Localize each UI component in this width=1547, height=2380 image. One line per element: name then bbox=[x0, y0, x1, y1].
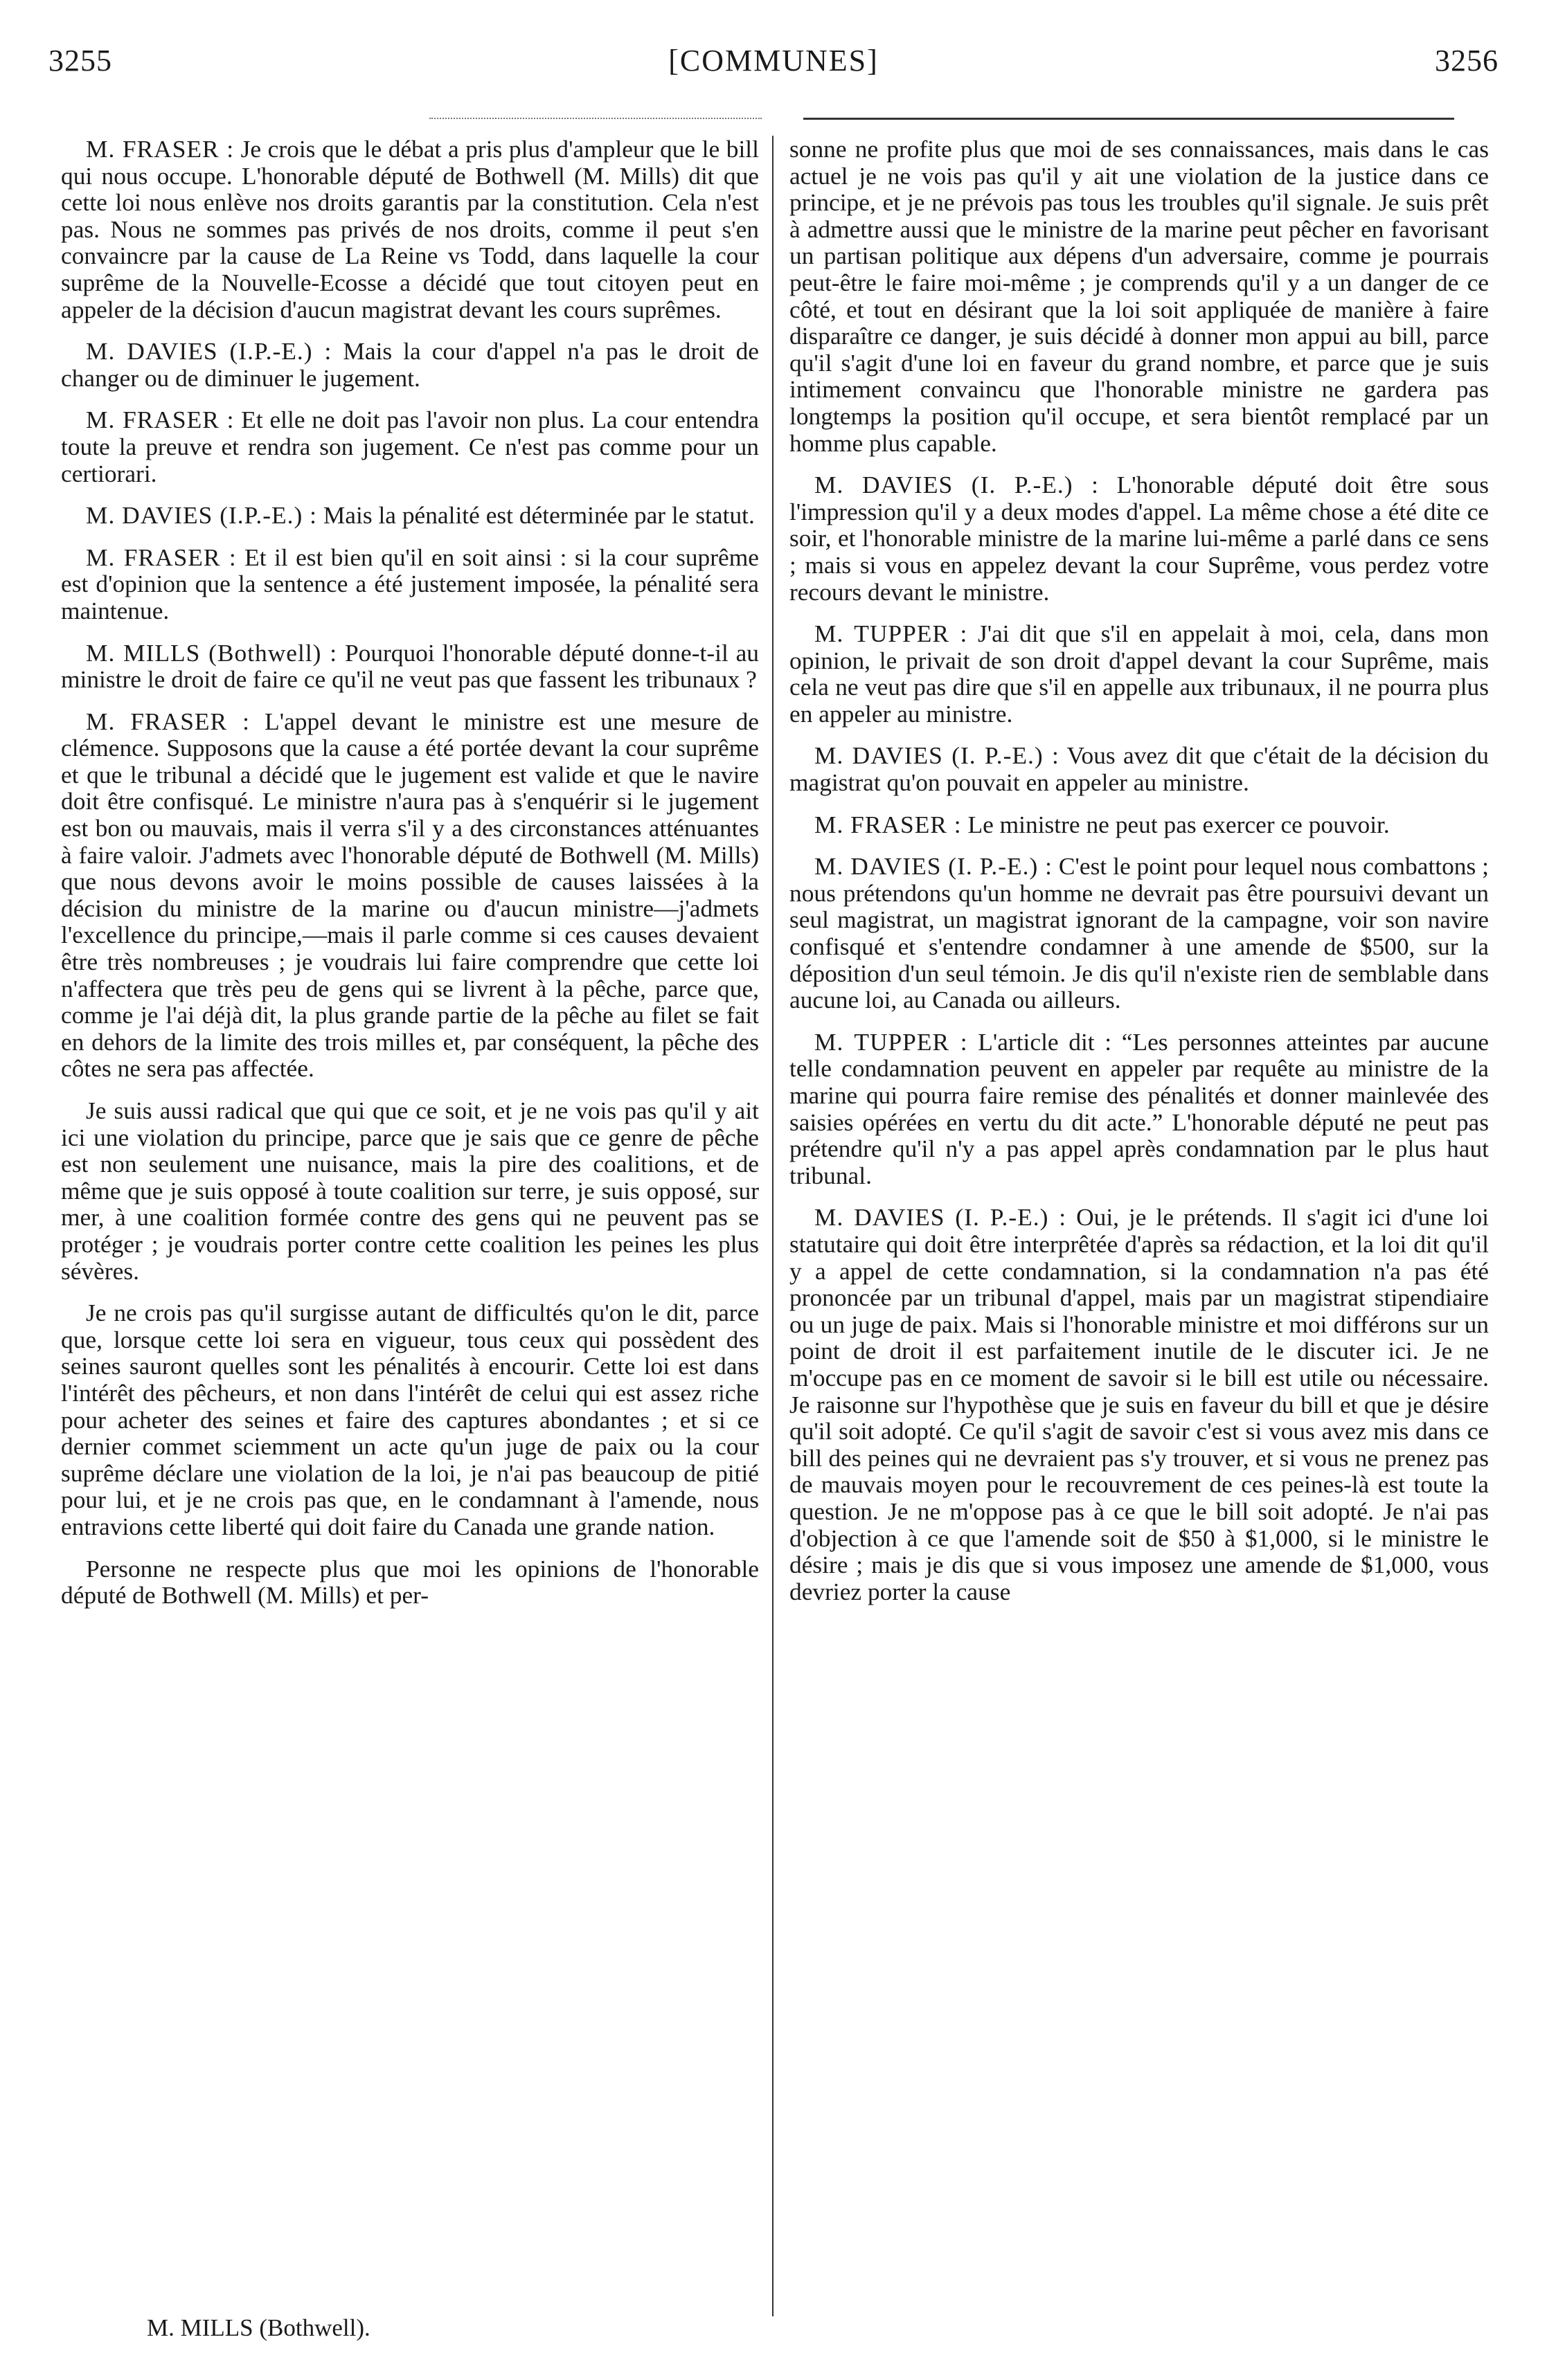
paragraph-text: Vous avez dit que c'était de la décision du magistrat qu'on pouvait en appeler au ministre. bbox=[789, 741, 1489, 797]
paragraph bbox=[61, 338, 759, 391]
paragraph bbox=[789, 811, 1489, 838]
speaker-name: M. DAVIES (I. P.-E.) : bbox=[814, 852, 1053, 881]
speaker-name: M. DAVIES (I.P.-E.) : bbox=[86, 501, 317, 530]
paragraph bbox=[61, 406, 759, 487]
header-rule-dotted bbox=[429, 118, 762, 119]
right-column bbox=[789, 136, 1489, 1620]
paragraph-text: Oui, je le prétends. Il s'agit ici d'une loi statutaire qui doit être interprêtée d'après sa rédaction, et la loi dit qu'il y a appel de cette condamnation, si la condamnation n'a pas été prononcée par un tribunal d'appel, mais par un magistrat stipendiaire ou un juge de paix. Mais si l'honorable ministre et moi différons sur un point de droit il est parfaitement inutile de le discuter ici. Je ne m'occupe pas en ce moment de savoir si le bill est utile ou nécessaire. Je raisonne sur l'hypothèse que je suis en faveur du bill et que je désire qu'il soit adopté. Ce qu'il s'agit de savoir c'est si vous avez mis dans ce bill des peines qui ne devraient pas s'y trouver, et si vous ne prenez pas de mauvais moyen pour le recouvrement de ces peines-là est toute la question. Je ne m'oppose pas à ce que le bill soit adopté. Je n'ai pas d'objection à ce que l'amende soit de $50 à $1,000, si le ministre le désire ; mais je dis que si vous imposez une amende de $1,000, vous devriez porter la cause bbox=[789, 1203, 1489, 1605]
paragraph bbox=[789, 136, 1489, 456]
speaker-name: M. DAVIES (I.P.-E.) : bbox=[86, 337, 332, 366]
paragraph bbox=[61, 136, 759, 323]
page-number-left: 3255 bbox=[48, 44, 112, 78]
paragraph bbox=[61, 1097, 759, 1284]
paragraph bbox=[61, 1299, 759, 1540]
speaker-name: M. MILLS (Bothwell) : bbox=[86, 638, 338, 667]
section-title: [COMMUNES] bbox=[668, 44, 879, 78]
paragraph-text: Pourquoi l'honorable député donne-t-il au ministre le droit de faire ce qu'il ne veut pas que fassent les tribunaux ? bbox=[61, 638, 759, 694]
header-rule bbox=[803, 118, 1454, 120]
paragraph bbox=[61, 640, 759, 693]
paragraph bbox=[789, 853, 1489, 1013]
left-column bbox=[61, 136, 759, 1624]
paragraph-text: Et il est bien qu'il en soit ainsi : si la cour suprême est d'opinion que la sentence a été justement imposée, la pénalité sera maintenue. bbox=[61, 543, 759, 624]
paragraph bbox=[789, 742, 1489, 795]
paragraph bbox=[61, 708, 759, 1082]
speaker-name: M. TUPPER : bbox=[814, 1027, 968, 1056]
speaker-name: M. TUPPER : bbox=[814, 620, 968, 648]
speaker-name: M. FRASER : bbox=[86, 707, 251, 735]
speaker-name: M. FRASER : bbox=[86, 406, 235, 434]
paragraph-text: Je ne crois pas qu'il surgisse autant de difficultés qu'on le dit, parce que, lorsque cette loi sera en vigueur, tous ceux qui possèdent des seines sauront quelles sont les pénalités à encourir. Cette loi est dans l'intérêt des pêcheurs, et non dans l'intérêt de celui qui est assez riche pour acheter des seines et faire des captures abondantes ; et si ce dernier commet sciemment un acte qu'un juge de paix ou la cour suprême déclare une violation de la loi, je n'ai pas beaucoup de pitié pour lui, et je ne crois pas que, en le condamnant à l'amende, nous entravions cette liberté qui doit faire du Canada une grande nation. bbox=[61, 1299, 759, 1540]
speaker-name: M. DAVIES (I. P.-E.) : bbox=[814, 741, 1059, 770]
paragraph-text: Mais la pénalité est déterminée par le statut. bbox=[323, 501, 755, 530]
paragraph bbox=[61, 502, 759, 529]
paragraph-text: L'article dit : “Les personnes atteintes par aucune telle condamnation peuvent en appeler par requête au ministre de la marine qui pourra faire remise des pénalités et donner mainlevée des saisies opérées en vertu du dit acte.” L'honorable député ne peut pas prétendre qu'il n'y a pas appel après condamnation par le plus haut tribunal. bbox=[789, 1027, 1490, 1189]
paragraph-text: J'ai dit que s'il en appelait à moi, cela, dans mon opinion, le privait de son droit d'appel devant la cour Suprême, mais cela ne veut pas dire que s'il en appelle aux tribunaux, il ne pourra plus en appeler au ministre. bbox=[789, 620, 1490, 728]
paragraph-text: L'appel devant le ministre est une mesure de clémence. Supposons que la cause a été portée devant la cour suprême et que le tribunal a décidé que le jugement est valide et que le navire doit être confisqué. Le ministre n'aura pas à s'enquérir si le jugement est bon ou mauvais, mais il verra s'il y a des circonstances atténuantes à faire valoir. J'admets avec l'honorable député de Bothwell (M. Mills) que nous devons avoir le moins possible de causes laissées à la décision du ministre de la marine ou d'aucun ministre—j'admets l'excellence du principe,—mais il parle comme si ces causes devaient être très nombreuses ; je voudrais lui faire comprendre que cette loi n'affectera que très peu de gens qui se livrent à la pêche, parce que, comme je l'ai déjà dit, la plus grande partie de la pêche au filet se fait en dehors de la limite des trois milles et, par conséquent, la pêche des côtes ne sera pas affectée. bbox=[61, 707, 759, 1083]
paragraph-text: Personne ne respecte plus que moi les opinions de l'honorable député de Bothwell (M. Mills) et per- bbox=[61, 1554, 759, 1610]
speaker-name: M. FRASER : bbox=[86, 543, 237, 571]
paragraph-text: Mais la cour d'appel n'a pas le droit de changer ou de diminuer le jugement. bbox=[61, 337, 759, 392]
paragraph bbox=[789, 620, 1489, 727]
paragraph-text: C'est le point pour lequel nous combattons ; nous prétendons qu'un homme ne devrait pas être poursuivi devant un seul magistrat, un magistrat ignorant de la campagne, voir son navire confisqué et s'entendre condamner à une amende de $500, sur la déposition d'un seul témoin. Je dis qu'il n'existe rien de semblable dans aucune loi, au Canada ou ailleurs. bbox=[789, 852, 1490, 1014]
paragraph-text: Je crois que le débat a pris plus d'ampleur que le bill qui nous occupe. L'honorable député de Bothwell (M. Mills) dit que cette loi nous enlève nos droits garantis par la constitution. Cela n'est pas. Nous ne sommes pas privés de nos droits, comme il peut s'en convaincre par la cause de La Reine vs Todd, dans laquelle la cour suprême de la Nouvelle-Ecosse a décidé que tout citoyen peut en appeler de la décision d'aucun magistrat devant les cours suprêmes. bbox=[61, 135, 759, 323]
page-number-right: 3256 bbox=[1435, 44, 1499, 78]
paragraph bbox=[61, 544, 759, 624]
column-separator bbox=[772, 136, 774, 2316]
paragraph bbox=[61, 1556, 759, 1609]
page-header bbox=[48, 43, 1499, 91]
speaker-name: M. FRASER : bbox=[86, 135, 235, 163]
speaker-name: M. FRASER : bbox=[814, 810, 962, 838]
paragraph-text: Et elle ne doit pas l'avoir non plus. La cour entendra toute la preuve et rendra son jugement. Ce n'est pas comme pour un certiorari. bbox=[61, 406, 759, 487]
speaker-name: M. DAVIES (I. P.-E.) : bbox=[814, 471, 1099, 499]
speaker-name: M. DAVIES (I. P.-E.) : bbox=[814, 1203, 1067, 1232]
paragraph bbox=[789, 1029, 1489, 1189]
paragraph-text: sonne ne profite plus que moi de ses connaissances, mais dans le cas actuel je ne vois pas qu'il y ait une violation de la justice dans ce principe, et je ne prévois pas tous les troubles qu'il signale. Je suis prêt à admettre aussi que le ministre de la marine peut pêcher en favorisant un partisan politique aux dépens d'un adversaire, comme je pourrais peut-être le faire moi-même ; je comprends qu'il y a un danger de ce côté, et tout en désirant que la loi soit appliquée de manière à faire disparaître ce danger, je suis décidé à donner mon appui au bill, parce qu'il s'agit d'une loi en faveur du grand nombre, et parce que je suis intimement convaincu que l'honorable ministre ne gardera pas longtemps la position qu'il occupe, et sera bientôt remplacé par un homme plus capable. bbox=[789, 135, 1489, 457]
paragraph bbox=[789, 1204, 1489, 1605]
paragraph-text: Le ministre ne peut pas exercer ce pouvoir. bbox=[967, 810, 1390, 838]
paragraph-text: L'honorable député doit être sous l'impression qu'il y a deux modes d'appel. La même chose a été dite ce soir, et l'honorable ministre de la marine lui-même a parlé dans ce sens ; mais si vous en appelez devant la cour Suprême, vous perdez votre recours devant le ministre. bbox=[789, 471, 1489, 606]
paragraph bbox=[789, 471, 1489, 605]
footer-speaker: M. MILLS (Bothwell). bbox=[147, 2314, 370, 2341]
paragraph-text: Je suis aussi radical que qui que ce soit, et je ne vois pas qu'il y ait ici une violation du principe, parce que je sais que ce genre de pêche est non seulement une nuisance, mais la pire des coalitions, et de même que je suis opposé à toute coalition sur terre, je suis opposé, sur mer, à une coalition formée contre des gens qui ne peuvent pas se protéger ; je voudrais porter contre cette coalition les peines les plus sévères. bbox=[61, 1097, 759, 1285]
